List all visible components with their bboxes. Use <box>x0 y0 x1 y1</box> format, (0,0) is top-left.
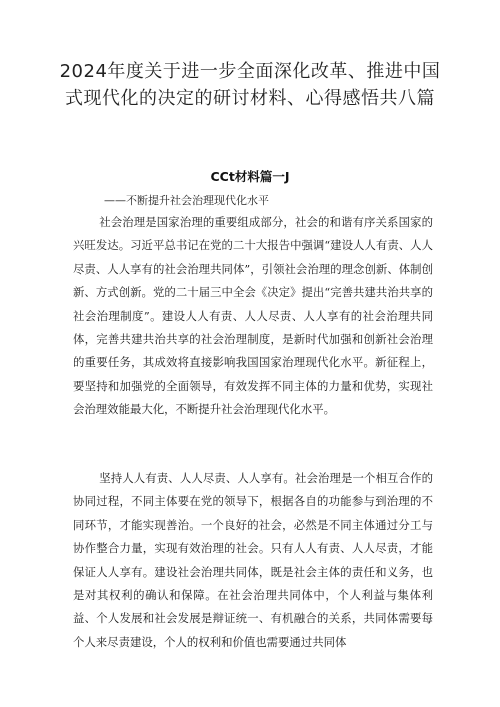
document-title: 2024年度关于进一步全面深化改革、推进中国式现代化的决定的研讨材料、心得感悟共八篇 <box>59 61 441 109</box>
body-paragraph: 社会治理是国家治理的重要组成部分，社会的和谐有序关系国家的兴旺发达。习近平总书记在党的二十大报告中强调“建设人人有责、人人尽责、人人享有的社会治理共同体”，引领社会治理的理念创新、体制创新、方式创新。党的二十届三中全会《决定》提出“完善共建共治共享的社会治理制度”。建设人人有责、人人尽责、人人享有的社会治理共同体，完善共建共治共享的社会治理制度，是新时代加强和创新社会治理的重要任务，其成效将直接影响我国国家治理现代化水平。新征程上，要坚持和加强党的全面领导，有效发挥不同主体的力量和优势，实现社会治理效能最大化，不断提升社会治理现代化水平。 <box>73 215 433 417</box>
section-heading: CCt材料篇一J <box>210 169 290 184</box>
body-paragraph: 坚持人人有责、人人尽责、人人享有。社会治理是一个相互合作的协同过程，不同主体要在党的领导下，根据各自的功能参与到治理的不同环节，才能实现善治。一个良好的社会，必然是不同主体通过分工与协作整合力量，实现有效治理的社会。只有人人有责、人人尽责，才能保证人人享有。建设社会治理共同体，既是社会主体的责任和义务，也是对其权利的确认和保障。在社会治理共同体中，个人利益与集体利益、个人发展和社会发展是辩证统一、有机融合的关系，共同体需要每个人来尽责建设，个人的权利和价值也需要通过共同体 <box>73 471 433 649</box>
section-subtitle: ——不断提升社会治理现代化水平 <box>104 194 269 207</box>
